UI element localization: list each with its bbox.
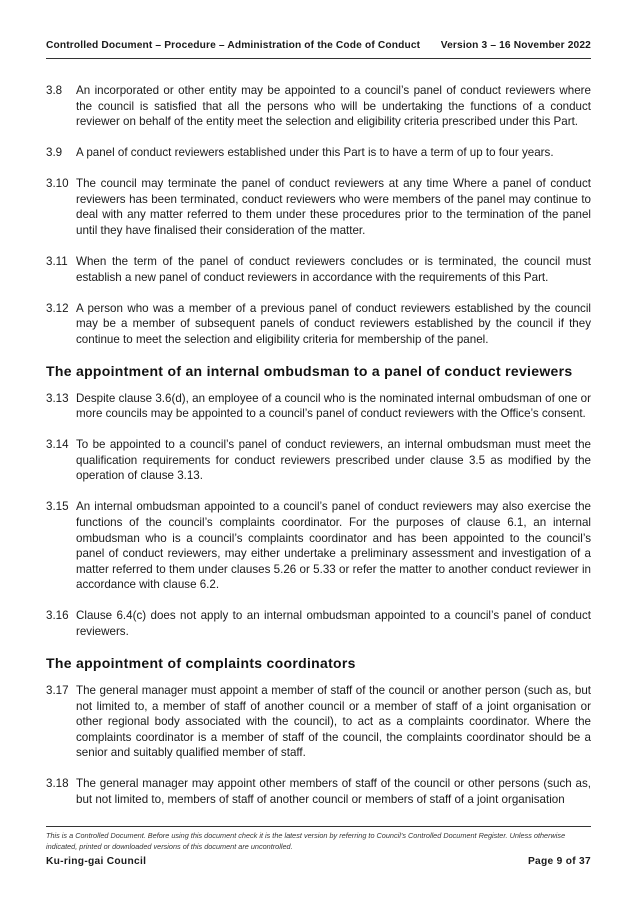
clause-number: 3.9 bbox=[46, 146, 63, 160]
header-document-title: Controlled Document – Procedure – Administration of the Code of Conduct bbox=[46, 40, 421, 51]
clause-3-17 bbox=[46, 683, 591, 761]
clause-number: 3.11 bbox=[46, 254, 68, 268]
clause-number: 3.14 bbox=[46, 438, 69, 452]
header-version: Version 3 – 16 November 2022 bbox=[440, 40, 591, 51]
page-footer bbox=[46, 856, 591, 870]
clause-text: An incorporated or other entity may be appointed to a council’s panel of conduct reviewers where the council is satisfied that all the persons who will be undertaking the functions of a conduct reviewer on behalf of the entity meet the selection and eligibility criteria prescribed under this Part. bbox=[76, 84, 591, 129]
clause-3-12 bbox=[46, 301, 591, 348]
document-body bbox=[46, 83, 591, 823]
clause-3-10 bbox=[46, 176, 591, 238]
clause-text: A person who was a member of a previous panel of conduct reviewers established by the council may be a member of subsequent panels of conduct reviewers established by the council if they continue to meet the selection and eligibility criteria for membership of the panel. bbox=[76, 301, 591, 346]
section-heading-complaints-coordinators: The appointment of complaints coordinators bbox=[46, 654, 356, 671]
clause-number: 3.16 bbox=[46, 609, 69, 623]
clause-text: The general manager may appoint other members of staff of the council or other persons (such as, but not limited to, members of staff of another council or members of staff of a joint organisation bbox=[76, 777, 591, 806]
clause-number: 3.10 bbox=[46, 177, 69, 191]
footer-organisation: Ku-ring-gai Council bbox=[46, 856, 147, 867]
controlled-document-notice: This is a Controlled Document. Before using this document check it is the latest version by referring to Council’s Controlled Document Register. Unless otherwise indicated, printed or downloaded versions of this document are uncontrolled. bbox=[46, 831, 566, 851]
clause-text: To be appointed to a council’s panel of conduct reviewers, an internal ombudsman must meet the qualification requirements for conduct reviewers prescribed under clause 3.5 as modified by the operation of clause 3.13. bbox=[76, 438, 591, 483]
clause-3-14 bbox=[46, 437, 591, 484]
clause-3-13 bbox=[46, 391, 591, 422]
clause-text: A panel of conduct reviewers established under this Part is to have a term of up to four years. bbox=[76, 146, 554, 160]
clause-number: 3.15 bbox=[46, 500, 69, 514]
header-divider bbox=[46, 58, 591, 59]
clause-text: When the term of the panel of conduct reviewers concludes or is terminated, the council must establish a new panel of conduct reviewers in accordance with the requirements of this Part. bbox=[76, 254, 591, 284]
clause-number: 3.12 bbox=[46, 301, 69, 315]
page-number: Page 9 of 37 bbox=[527, 856, 591, 867]
section-heading-internal-ombudsman: The appointment of an internal ombudsman to a panel of conduct reviewers bbox=[46, 362, 573, 379]
page-header bbox=[46, 40, 591, 56]
clause-3-15 bbox=[46, 499, 591, 593]
clause-text: Clause 6.4(c) does not apply to an internal ombudsman appointed to a council’s panel of conduct reviewers. bbox=[76, 609, 591, 638]
clause-number: 3.8 bbox=[46, 84, 63, 97]
clause-3-8 bbox=[46, 83, 591, 130]
clause-text: The general manager must appoint a member of staff of the council or another person (such as, but not limited to, a member of staff of another council or a member of staff of a joint organisation or other regional body associated with the council), to act as a complaints coordinator. Where the complaints coordinator is a member of staff of the council, the complaints coordinator should be a senior and suitably qualified member of staff. bbox=[76, 683, 591, 760]
clause-3-18 bbox=[46, 776, 591, 807]
footer-divider bbox=[46, 826, 591, 827]
clause-number: 3.17 bbox=[46, 683, 69, 697]
clause-3-9 bbox=[46, 145, 591, 161]
clause-3-16 bbox=[46, 608, 591, 639]
clause-text: An internal ombudsman appointed to a council’s panel of conduct reviewers may also exercise the functions of the council’s complaints coordinator. For the purposes of clause 6.1, an internal ombudsman who is a council’s complaints coordinator and has been appointed to the council’s panel of conduct reviewers, may either undertake a preliminary assessment and investigation of a matter referred to them under clauses 5.26 or 5.33 or refer the matter to another conduct reviewer in accordance with clause 6.2. bbox=[76, 500, 591, 592]
clause-number: 3.18 bbox=[46, 777, 69, 791]
clause-text: Despite clause 3.6(d), an employee of a council who is the nominated internal ombudsman of one or more councils may be appointed to a council’s panel of conduct reviewers with the Office’s consent. bbox=[76, 391, 591, 421]
clause-number: 3.13 bbox=[46, 391, 69, 405]
clause-3-11 bbox=[46, 254, 591, 285]
clause-text: The council may terminate the panel of conduct reviewers at any time Where a panel of conduct reviewers has been terminated, conduct reviewers who were members of the panel may continue to deal with any matter referred to them under these procedures prior to the termination of the panel until they have finalised their consideration of the matter. bbox=[76, 177, 591, 237]
